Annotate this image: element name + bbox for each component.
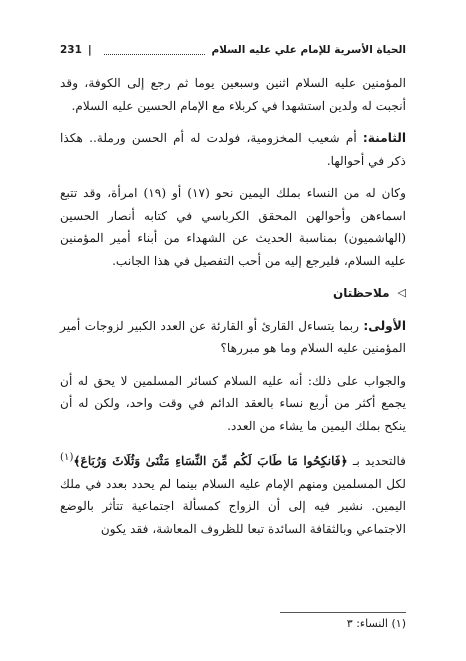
footnote-divider bbox=[280, 612, 406, 613]
triangle-left-icon: ◁ bbox=[397, 286, 406, 299]
footnote: (١) النساء: ٣ bbox=[346, 617, 406, 630]
paragraph bbox=[60, 447, 406, 540]
paragraph: المؤمنين عليه السلام اثنين وسبعين يوما ثم رجع إلى الكوفة، وقد أنجبت له ولدين استشهدا في كربلاء مع الإمام الحسين عليه السلام. bbox=[60, 76, 406, 113]
paragraph bbox=[60, 127, 406, 172]
quran-quote: ﴿فَانكِحُوا مَا طَابَ لَكُم مِّنَ النِّسَاءِ مَثْنَىٰ وَثُلَاثَ وَرُبَاعَ﴾ bbox=[73, 454, 348, 469]
header-title: الحياة الأسرية للإمام علي عليه السلام bbox=[211, 44, 406, 56]
paragraph-label: الأولى: bbox=[363, 318, 407, 333]
section-heading bbox=[60, 282, 406, 305]
paragraph-label: الثامنة: bbox=[362, 131, 407, 145]
paragraph-text: أم شعيب المخزومية، فولدت له أم الحسن ورملة.. هكذا ذكر في أحوالها. bbox=[60, 131, 406, 168]
paragraph: والجواب على ذلك: أنه عليه السلام كسائر المسلمين لا يحق له أن يجمع أكثر من أربع نساء بالعقد الدائم في وقت واحد، ولكن له أن ينكح بملك اليمين ما يشاء من العدد. bbox=[60, 373, 406, 433]
header-separator: | bbox=[87, 44, 92, 56]
section-title: ملاحظتان bbox=[333, 286, 390, 300]
paragraph-text: فالتحديد بـ bbox=[352, 454, 406, 469]
running-header bbox=[60, 40, 406, 60]
page-number: 231 bbox=[60, 44, 82, 56]
body-text bbox=[60, 72, 406, 540]
paragraph: وكان له من النساء بملك اليمين نحو (١٧) أو (١٩) امرأة، وقد تتبع اسماءهن وأحوالهن المحقق الكرباسي في كتابه أنصار الحسين (الهاشميون) بمناسبة الحديث عن الشهداء من أبناء أمير المؤمنين عليه السلام، فليرجع إليه من أحب التفصيل في هذا الجانب. bbox=[60, 186, 406, 268]
paragraph bbox=[60, 315, 406, 360]
header-dot-leader bbox=[104, 46, 206, 55]
paragraph-text: لكل المسلمين ومنهم الإمام عليه السلام بينما لم يحدد بعدد في ملك اليمين. نشير فيه إلى أن الزواج كمسألة اجتماعية تتأثر بالوضع الاجتماعي وبالثقافة السائدة تبعا للظروف المعاشة، فقد يكون bbox=[60, 476, 406, 536]
paragraph-text: ربما يتساءل القارئ أو القارئة عن العدد الكبير لزوجات أمير المؤمنين عليه السلام وما هو مبررها؟ bbox=[60, 318, 406, 355]
footnote-ref: (١) bbox=[60, 452, 74, 463]
